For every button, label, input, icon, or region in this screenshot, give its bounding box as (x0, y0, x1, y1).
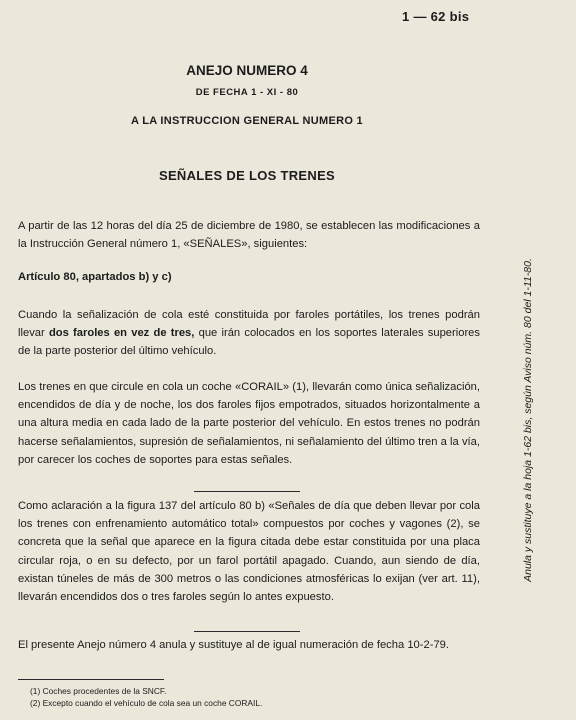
section-divider (194, 631, 300, 632)
annex-date: DE FECHA 1 - XI - 80 (195, 87, 299, 98)
p1-bold-text: dos faroles en vez de tres, (48, 327, 195, 340)
footnotes (30, 685, 470, 709)
article-heading: Artículo 80, apartados b) y c) (18, 271, 172, 283)
side-note: Anula y sustituye a la hoja 1-62 bis, según Aviso núm. 80 del 1-11-80. (522, 258, 534, 582)
intro-paragraph: A partir de las 12 horas del día 25 de diciembre de 1980, se establecen las modificaciones a la Instrucción General número 1, «SEÑALES», siguientes: (18, 220, 480, 251)
paragraph-anula: El presente Anejo número 4 anula y sustituye al de igual numeración de fecha 10-2-79. (18, 639, 449, 651)
footnote-divider (18, 679, 164, 680)
p1-text-before: Cuando la señalización de cola esté constituida por faroles portátiles, los trenes podrán llevar (18, 309, 480, 340)
document-title: SEÑALES DE LOS TRENES (158, 168, 336, 183)
page-number: 1 — 62 bis (402, 9, 470, 24)
section-divider (194, 491, 300, 492)
p1-text-after: que irán colocados en los soportes laterales superiores de la parte posterior del último vehículo. (18, 327, 480, 358)
annex-title: ANEJO NUMERO 4 (186, 63, 308, 78)
footnote-item: (2) Excepto cuando el vehículo de cola sea un coche CORAIL. (30, 698, 263, 708)
footnote-item: (1) Coches procedentes de la SNCF. (30, 686, 167, 696)
paragraph-corail: Los trenes en que circule en cola un coche «CORAIL» (1), llevarán como única señalización, encendidos de día y de noche, los dos faroles fijos empotrados, situados horizontalmente a una altura media en cada lado de la parte posterior del vehículo. En estos trenes no podrán hacerse señalamientos, supresión de señalamientos, ni señalamiento del último tren a la vía, por carecer los coches de soportes para estas señales. (18, 381, 480, 466)
instruction-reference: A LA INSTRUCCION GENERAL NUMERO 1 (131, 115, 363, 127)
paragraph-faroles-portatiles (18, 306, 480, 361)
paragraph-aclaracion: Como aclaración a la figura 137 del artículo 80 b) «Señales de día que deben llevar por cola los trenes con enfrenamiento automático total» compuestos por coches y vagones (2), se concreta que la señal que aparece en la figura citada debe estar constituida por una placa circular roja, o en su defecto, por un farol portátil apagado. Cuando, aun siendo de día, existan túneles de más de 300 metros o las condiciones atmosféricas lo exijan (ver art. 11), llevarán encendidos dos o tres faroles según lo antes expuesto. (18, 500, 480, 604)
